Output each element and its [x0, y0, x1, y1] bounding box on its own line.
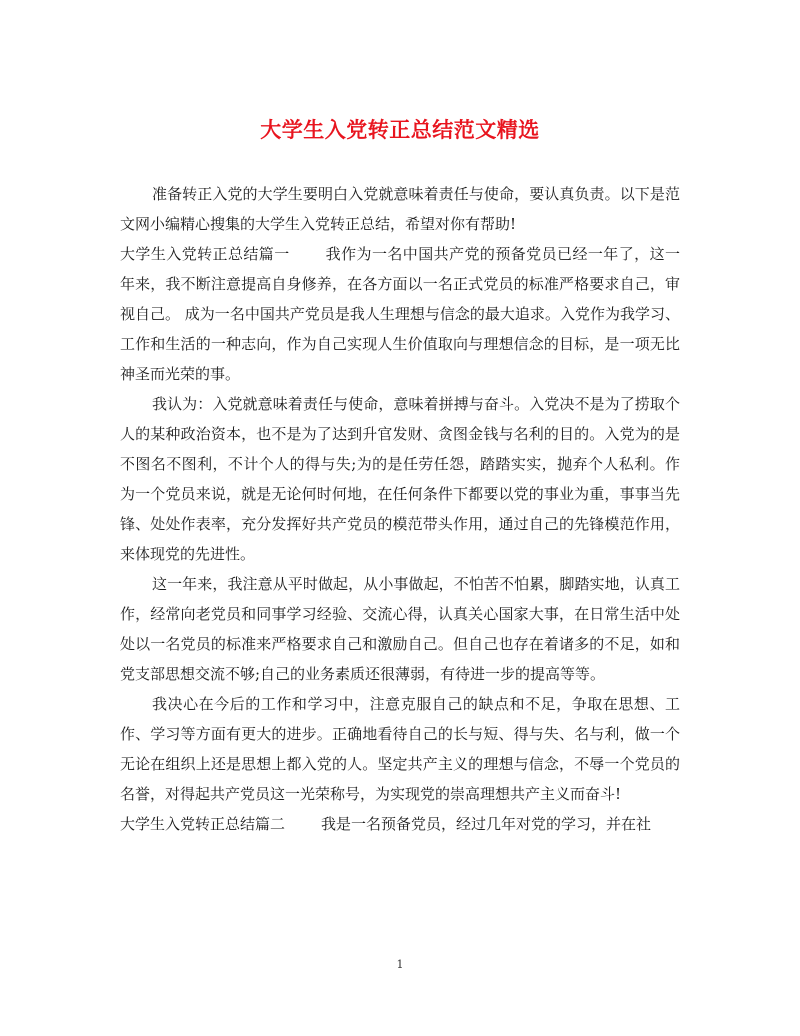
section-two-heading: 大学生入党转正总结篇二 [120, 815, 286, 833]
intro-paragraph: 准备转正入党的大学生要明白入党就意味着责任与使命，要认真负责。以下是范文网小编精心搜集的大学生入党转正总结，希望对你有帮助! [120, 185, 680, 233]
section-two-text: 我是一名预备党员，经过几年对党的学习，并在社 [321, 815, 652, 833]
section-two-paragraph [120, 809, 680, 839]
body-paragraph-2: 我认为：入党就意味着责任与使命，意味着拼搏与奋斗。入党决不是为了捞取个人的某种政治资本，也不是为了达到升官发财、贪图金钱与名利的目的。入党为的是不图名不图利，不计个人的得与失;为的是任劳任怨，踏踏实实，抛弃个人私利。作为一个党员来说，就是无论何时何地，在任何条件下都要以党的事业为重，事事当先锋、处处作表率，充分发挥好共产党员的模范带头作用，通过自己的先锋模范作用，来体现党的先进性。 [120, 395, 680, 563]
section-one-heading: 大学生入党转正总结篇一 [120, 245, 290, 263]
body-paragraph-3: 这一年来，我注意从平时做起，从小事做起，不怕苦不怕累，脚踏实地，认真工作，经常向老党员和同事学习经验、交流心得，认真关心国家大事，在日常生活中处处以一名党员的标准来严格要求自己和激励自己。但自己也存在着诸多的不足，如和党支部思想交流不够;自己的业务素质还很薄弱，有待进一步的提高等等。 [120, 575, 680, 683]
body-paragraph-4: 我决心在今后的工作和学习中，注意克服自己的缺点和不足，争取在思想、工作、学习等方面有更大的进步。正确地看待自己的长与短、得与失、名与利，做一个无论在组织上还是思想上都入党的人。坚定共产主义的理想与信念，不辱一个党员的名誉，对得起共产党员这一光荣称号，为实现党的崇高理想共产主义而奋斗! [120, 695, 680, 803]
page-number: 1 [396, 958, 404, 971]
section-one-text: 我作为一名中国共产党的预备党员已经一年了，这一年来，我不断注意提高自身修养，在各方面以一名正式党员的标准严格要求自己，审视自己。 成为一名中国共产党员是我人生理想与信念的最大追求。入党作为我学习、工作和生活的一种志向，作为自己实现人生价值取向与理想信念的目标，是一项无比神圣而光荣的事。 [120, 245, 680, 383]
document-body [120, 179, 680, 839]
document-title: 大学生入党转正总结范文精选 [260, 117, 540, 142]
section-one-paragraph [120, 239, 680, 389]
